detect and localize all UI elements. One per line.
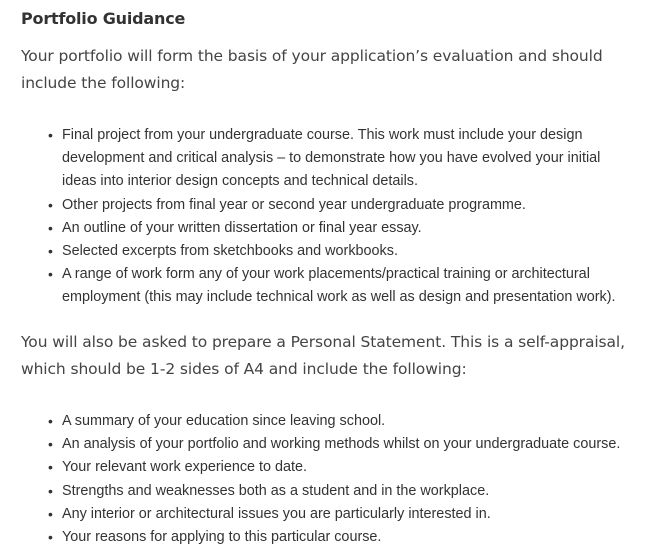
list-item-text: A range of work form any of your work placements/practical training or architectural employment (this may include technical work as well as design and presentation work). (62, 266, 616, 306)
portfolio-requirements-list (21, 124, 637, 310)
section-heading: Portfolio Guidance (21, 9, 186, 28)
list-item-text: Your reasons for applying to this particular course. (62, 529, 382, 546)
list-item (48, 480, 637, 503)
list-item-text: An analysis of your portfolio and working methods whilst on your undergraduate course. (62, 436, 621, 453)
list-item-text: An outline of your written dissertation or final year essay. (62, 219, 422, 236)
bullet-icon: • (48, 482, 53, 499)
list-item-text: Strengths and weaknesses both as a student and in the workplace. (62, 482, 490, 499)
list-item-text: A summary of your education since leaving school. (62, 413, 386, 429)
bullet-icon: • (48, 413, 53, 429)
bullet-icon: • (48, 219, 53, 236)
personal-statement-list (21, 410, 637, 549)
list-item-text: Your relevant work experience to date. (62, 459, 308, 476)
list-item-text: Other projects from final year or second year undergraduate programme. (62, 196, 526, 213)
bullet-icon: • (48, 505, 53, 522)
bullet-icon: • (48, 127, 53, 143)
list-item (48, 217, 637, 240)
list-item-text: Selected excerpts from sketchbooks and workbooks. (62, 243, 398, 260)
bullet-icon: • (48, 196, 53, 213)
bullet-icon: • (48, 243, 53, 260)
list-item (48, 263, 637, 309)
list-item-text: Any interior or architectural issues you are particularly interested in. (62, 505, 491, 522)
portfolio-intro-paragraph: Your portfolio will form the basis of your application’s evaluation and should include the following: (21, 47, 603, 92)
list-item (48, 433, 637, 456)
list-item (48, 526, 637, 549)
list-item (48, 240, 637, 263)
bullet-icon: • (48, 266, 53, 283)
list-item (48, 503, 637, 526)
bullet-icon: • (48, 459, 53, 476)
personal-statement-intro-paragraph: You will also be asked to prepare a Personal Statement. This is a self-appraisal, which should be 1-2 sides of A4 and include the following: (21, 333, 625, 378)
list-item (48, 124, 637, 194)
list-item-text: Final project from your undergraduate course. This work must include your design development and critical analysis – to demonstrate how you have evolved your initial ideas into interior design concepts and technical details. (62, 127, 601, 190)
list-item (48, 410, 637, 433)
bullet-icon: • (48, 436, 53, 453)
bullet-icon: • (48, 529, 53, 546)
list-item (48, 456, 637, 479)
list-item (48, 194, 637, 217)
